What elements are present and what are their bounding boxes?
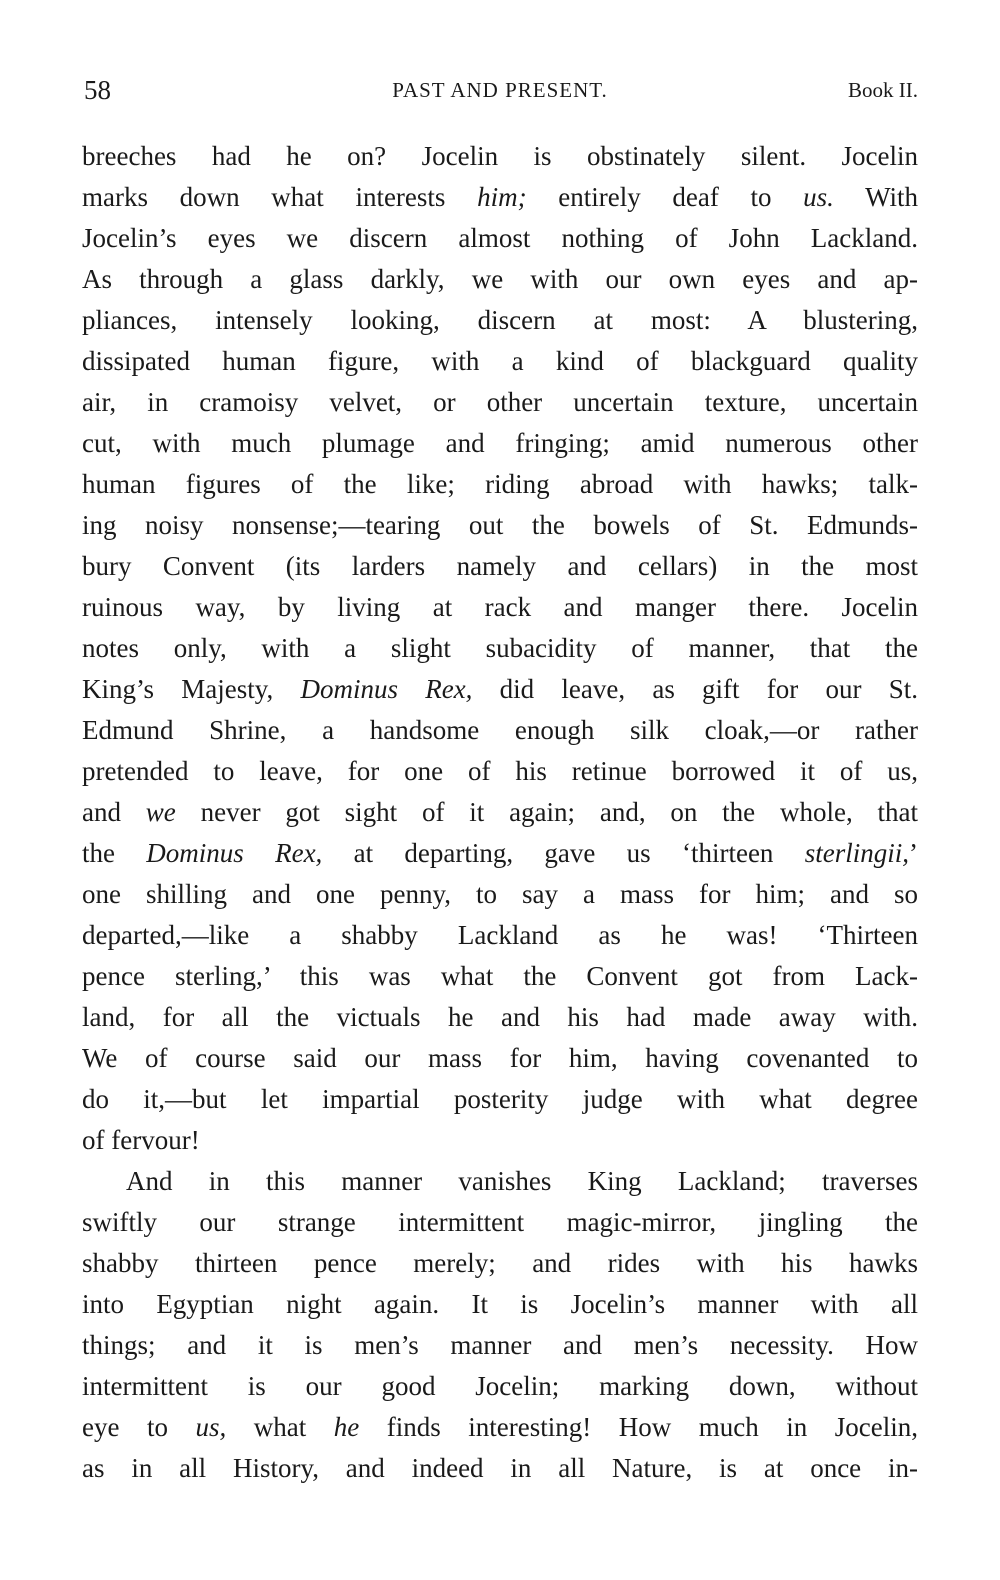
text-run: ’ [909,838,918,868]
text-run: bury Convent (its larders namely and cellars) in the most [82,551,918,581]
italic-text: us. [803,182,834,212]
text-line [82,874,918,915]
text-run: Edmund Shrine, a handsome enough silk cloak,—or rather [82,715,918,745]
text-line [82,1202,918,1243]
text-run: pence sterling,’ this was what the Convent got from Lack- [82,961,918,991]
text-line [82,710,918,751]
text-run: Jocelin’s eyes we discern almost nothing of John Lackland. [82,223,918,253]
text-run: breeches had he on? Jocelin is obstinately silent. Jocelin [82,141,918,171]
page-number: 58 [84,75,111,105]
text-run: did leave, as gift for our St. [472,674,918,704]
text-line [82,1325,918,1366]
text-line [82,833,918,874]
text-run: pretended to leave, for one of his retinue borrowed it of us, [82,756,918,786]
text-line [82,997,918,1038]
text-line [82,382,918,423]
text-run: shabby thirteen pence merely; and rides with his hawks [82,1248,918,1278]
text-line [82,1038,918,1079]
text-run: eye to [82,1412,196,1442]
text-run: ruinous way, by living at rack and manger there. Jocelin [82,592,918,622]
text-run: into Egyptian night again. It is Jocelin’s manner with all [82,1289,918,1319]
text-line [82,136,918,177]
book-reference: Book II. [848,78,918,102]
text-run: at departing, gave us ‘thirteen [322,838,805,868]
text-run: the [82,838,147,868]
text-line [82,177,918,218]
text-line [82,792,918,833]
text-run: and [82,797,146,827]
text-line [82,341,918,382]
text-line [82,751,918,792]
italic-text: Dominus Rex, [146,838,323,868]
text-line [82,1120,918,1161]
text-line [82,1448,918,1489]
text-run: air, in cramoisy velvet, or other uncertain texture, uncertain [82,387,918,417]
text-line [82,505,918,546]
italic-text: us, [195,1412,227,1442]
text-run: swiftly our strange intermittent magic-mirror, jingling the [82,1207,918,1237]
text-line [82,1243,918,1284]
body-text [82,136,918,1489]
text-line [82,1161,918,1202]
text-run: We of course said our mass for him, having covenanted to [82,1043,918,1073]
text-run: as in all History, and indeed in all Nature, is at once in- [82,1453,918,1483]
text-run: King’s Majesty, [82,674,301,704]
text-line [82,628,918,669]
italic-text: he [333,1412,360,1442]
text-line [82,956,918,997]
text-run: As through a glass darkly, we with our own eyes and ap- [82,264,918,294]
text-line [82,1407,918,1448]
text-run: what [226,1412,334,1442]
text-run: human figures of the like; riding abroad with hawks; talk- [82,469,918,499]
text-line [82,464,918,505]
text-run: intermittent is our good Jocelin; marking down, without [82,1371,918,1401]
text-run: With [833,182,918,212]
italic-text: him; [477,182,527,212]
text-line [82,669,918,710]
italic-text: we [145,797,176,827]
italic-text: sterlingii, [804,838,909,868]
text-run: one shilling and one penny, to say a mass for him; and so [82,879,918,909]
text-run: departed,—like a shabby Lackland as he was! ‘Thirteen [82,920,918,950]
text-line [82,423,918,464]
text-run: finds interesting! How much in Jocelin, [359,1412,918,1442]
text-run: of fervour! [82,1125,200,1155]
text-line [82,218,918,259]
text-run: notes only, with a slight subacidity of manner, that the [82,633,918,663]
text-run: pliances, intensely looking, discern at most: A blustering, [82,305,918,335]
text-line [82,915,918,956]
text-run: marks down what interests [82,182,478,212]
text-line [82,1366,918,1407]
text-run: land, for all the victuals he and his had made away with. [82,1002,918,1032]
text-run: And in this manner vanishes King Lackland; traverses [126,1166,918,1196]
text-line [82,1079,918,1120]
text-run: ing noisy nonsense;—tearing out the bowels of St. Edmunds- [82,510,918,540]
text-run: things; and it is men’s manner and men’s necessity. How [82,1330,918,1360]
text-run: never got sight of it again; and, on the whole, that [175,797,918,827]
text-run: dissipated human figure, with a kind of blackguard quality [82,346,918,376]
italic-text: Dominus Rex, [300,674,473,704]
text-run: do it,—but let impartial posterity judge with what degree [82,1084,918,1114]
text-line [82,587,918,628]
text-line [82,1284,918,1325]
text-run: entirely deaf to [526,182,804,212]
text-line [82,259,918,300]
running-title: PAST AND PRESENT. [392,78,608,102]
text-line [82,546,918,587]
text-line [82,300,918,341]
running-head [82,72,918,108]
text-run: cut, with much plumage and fringing; amid numerous other [82,428,918,458]
